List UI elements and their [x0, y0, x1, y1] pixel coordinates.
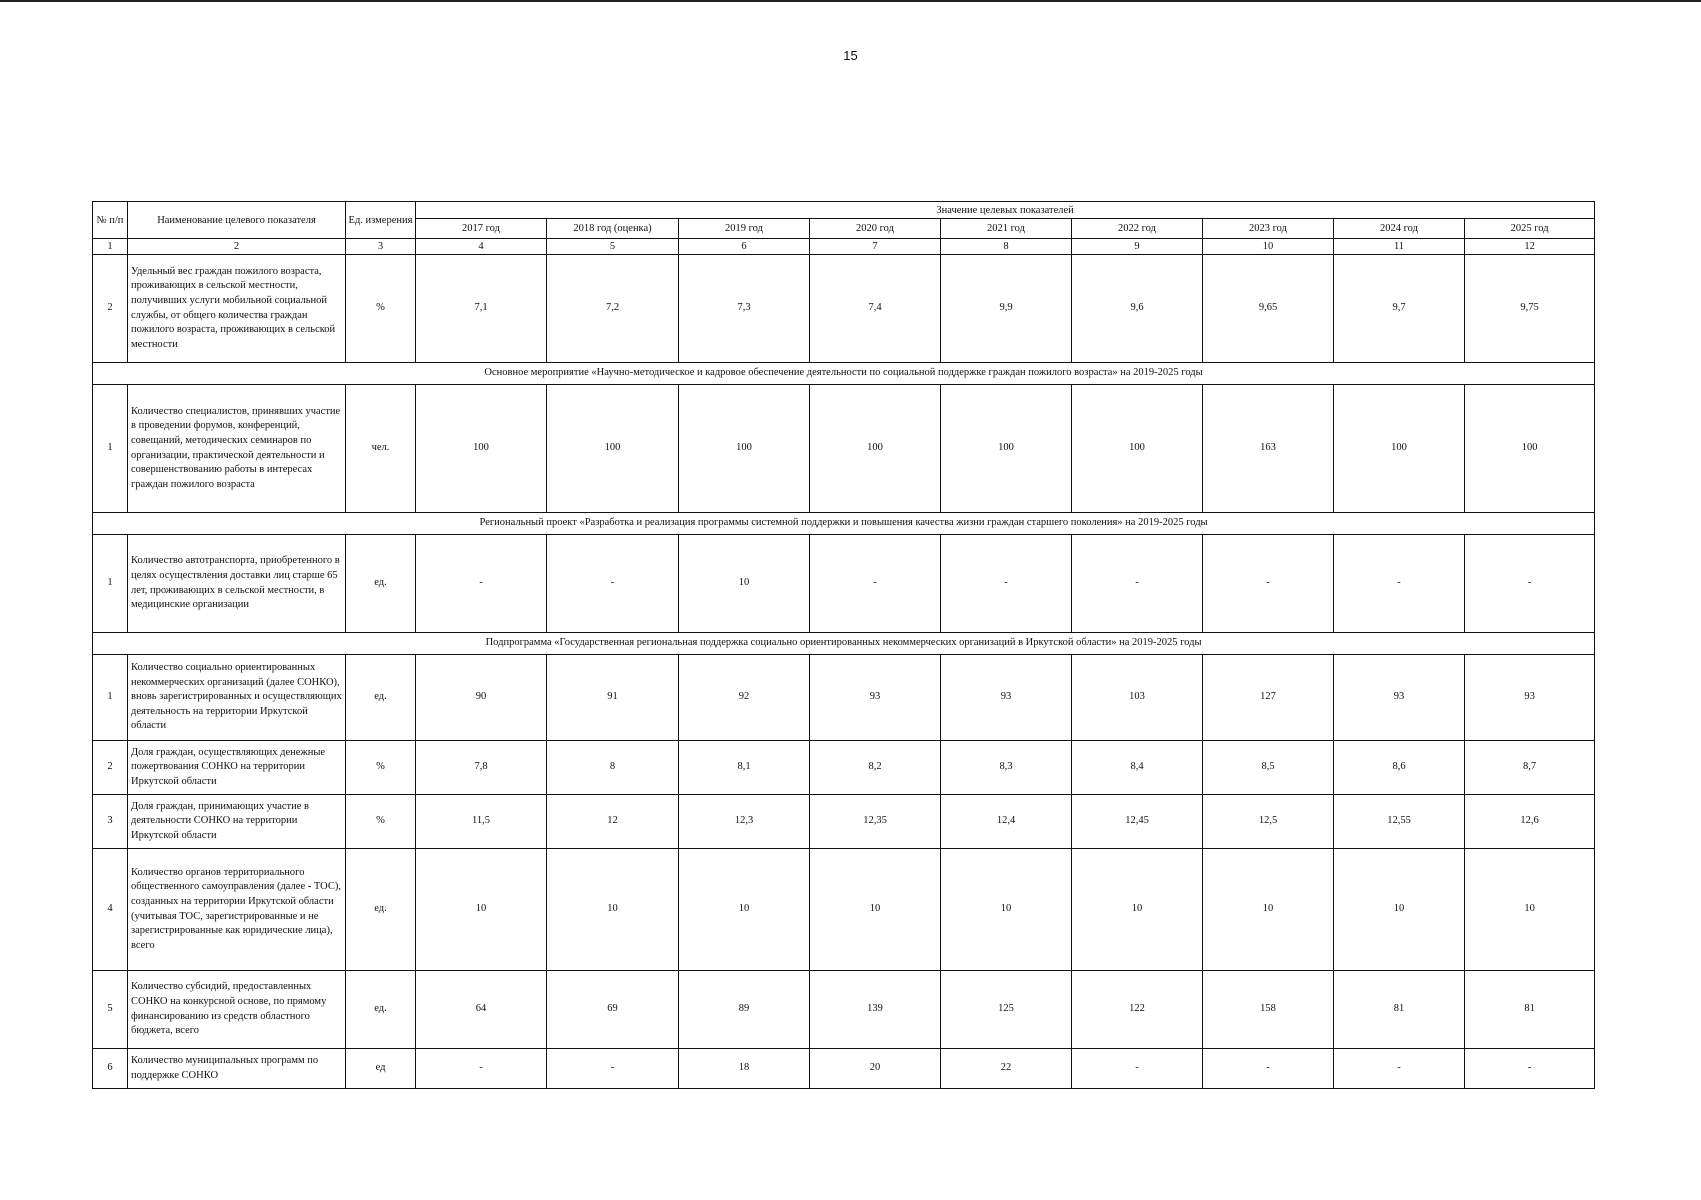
value-cell: 100 — [810, 385, 941, 513]
value-cell: 10 — [679, 535, 810, 633]
value-cell: 10 — [1203, 849, 1334, 971]
value-cell: 9,75 — [1465, 255, 1595, 363]
value-cell: 81 — [1334, 971, 1465, 1049]
value-cell: - — [1072, 1049, 1203, 1089]
value-cell: - — [416, 535, 547, 633]
column-number: 2 — [128, 239, 346, 255]
indicator-unit: ед. — [346, 849, 416, 971]
value-cell: 100 — [547, 385, 679, 513]
value-cell: 9,7 — [1334, 255, 1465, 363]
value-cell: 93 — [1465, 655, 1595, 741]
value-cell: 100 — [1072, 385, 1203, 513]
value-cell: - — [1072, 535, 1203, 633]
indicator-name: Количество органов территориального общественного самоуправления (далее - ТОС), созданных на территории Иркутской области (учитывая ТОС, зарегистрированные и не зарегистрированные как юридические лица), всего — [128, 849, 346, 971]
indicator-name: Доля граждан, принимающих участие в деятельности СОНКО на территории Иркутской области — [128, 795, 346, 849]
column-number: 4 — [416, 239, 547, 255]
column-number: 7 — [810, 239, 941, 255]
value-cell: 92 — [679, 655, 810, 741]
value-cell: 22 — [941, 1049, 1072, 1089]
column-number: 12 — [1465, 239, 1595, 255]
row-number: 4 — [93, 849, 128, 971]
header-year: 2021 год — [941, 219, 1072, 239]
header-year: 2025 год — [1465, 219, 1595, 239]
indicator-name: Удельный вес граждан пожилого возраста, проживающих в сельской местности, получивших услуги мобильной социальной службы, от общего количества граждан пожилого возраста, проживающих в сельской местности — [128, 255, 346, 363]
value-cell: - — [1203, 1049, 1334, 1089]
value-cell: - — [1203, 535, 1334, 633]
value-cell: - — [416, 1049, 547, 1089]
indicator-unit: ед. — [346, 971, 416, 1049]
value-cell: 93 — [810, 655, 941, 741]
value-cell: 7,4 — [810, 255, 941, 363]
column-number: 10 — [1203, 239, 1334, 255]
value-cell: 12,5 — [1203, 795, 1334, 849]
header-year: 2020 год — [810, 219, 941, 239]
table-row — [93, 655, 1595, 741]
value-cell: 12,3 — [679, 795, 810, 849]
value-cell: 10 — [547, 849, 679, 971]
value-cell: 8,3 — [941, 741, 1072, 795]
row-number: 5 — [93, 971, 128, 1049]
value-cell: 10 — [810, 849, 941, 971]
value-cell: 163 — [1203, 385, 1334, 513]
section-row — [93, 363, 1595, 385]
value-cell: 100 — [416, 385, 547, 513]
row-number: 2 — [93, 741, 128, 795]
value-cell: 69 — [547, 971, 679, 1049]
table-row — [93, 385, 1595, 513]
value-cell: 11,5 — [416, 795, 547, 849]
value-cell: - — [810, 535, 941, 633]
value-cell: 12,4 — [941, 795, 1072, 849]
row-number: 1 — [93, 385, 128, 513]
value-cell: 8,6 — [1334, 741, 1465, 795]
header-unit: Ед. измерения — [346, 202, 416, 239]
value-cell: 127 — [1203, 655, 1334, 741]
section-title: Основное мероприятие «Научно-методическое и кадровое обеспечение деятельности по социальной поддержке граждан пожилого возраста» на 2019-2025 годы — [93, 363, 1595, 385]
value-cell: 139 — [810, 971, 941, 1049]
indicator-unit: % — [346, 741, 416, 795]
value-cell: 12,45 — [1072, 795, 1203, 849]
value-cell: 103 — [1072, 655, 1203, 741]
header-no: № п/п — [93, 202, 128, 239]
header-year: 2022 год — [1072, 219, 1203, 239]
value-cell: 100 — [1465, 385, 1595, 513]
indicator-unit: % — [346, 795, 416, 849]
indicators-table — [92, 201, 1595, 1089]
value-cell: 100 — [679, 385, 810, 513]
value-cell: - — [941, 535, 1072, 633]
value-cell: 9,65 — [1203, 255, 1334, 363]
header-name: Наименование целевого показателя — [128, 202, 346, 239]
indicator-name: Количество субсидий, предоставленных СОНКО на конкурсной основе, по прямому финансированию из средств областного бюджета, всего — [128, 971, 346, 1049]
value-cell: 7,1 — [416, 255, 547, 363]
value-cell: - — [1465, 535, 1595, 633]
column-number: 9 — [1072, 239, 1203, 255]
section-title: Подпрограмма «Государственная региональная поддержка социально ориентированных некоммерческих организаций в Иркутской области» на 2019-2025 годы — [93, 633, 1595, 655]
section-row — [93, 513, 1595, 535]
value-cell: 7,2 — [547, 255, 679, 363]
value-cell: - — [547, 1049, 679, 1089]
value-cell: 89 — [679, 971, 810, 1049]
value-cell: 12,55 — [1334, 795, 1465, 849]
page-number: 15 — [843, 48, 858, 63]
column-number: 8 — [941, 239, 1072, 255]
value-cell: 64 — [416, 971, 547, 1049]
value-cell: 20 — [810, 1049, 941, 1089]
value-cell: 8,7 — [1465, 741, 1595, 795]
column-number: 6 — [679, 239, 810, 255]
header-values: Значение целевых показателей — [416, 202, 1595, 219]
value-cell: 8,5 — [1203, 741, 1334, 795]
value-cell: 125 — [941, 971, 1072, 1049]
row-number: 2 — [93, 255, 128, 363]
value-cell: 8,2 — [810, 741, 941, 795]
indicator-name: Количество социально ориентированных некоммерческих организаций (далее СОНКО), вновь зарегистрированных и осуществляющих деятельность на территории Иркутской области — [128, 655, 346, 741]
value-cell: 122 — [1072, 971, 1203, 1049]
value-cell: 18 — [679, 1049, 810, 1089]
value-cell: 12 — [547, 795, 679, 849]
value-cell: - — [1334, 1049, 1465, 1089]
header-year: 2024 год — [1334, 219, 1465, 239]
value-cell: 7,8 — [416, 741, 547, 795]
value-cell: 93 — [1334, 655, 1465, 741]
value-cell: - — [1334, 535, 1465, 633]
table-row — [93, 795, 1595, 849]
value-cell: - — [1465, 1049, 1595, 1089]
value-cell: 10 — [941, 849, 1072, 971]
value-cell: 10 — [1072, 849, 1203, 971]
indicator-name: Количество специалистов, принявших участие в проведении форумов, конференций, совещаний, методических семинаров по организации, практической деятельности и совершенствованию работы в интересах граждан пожилого возраста — [128, 385, 346, 513]
section-title: Региональный проект «Разработка и реализация программы системной поддержки и повышения качества жизни граждан старшего поколения» на 2019-2025 годы — [93, 513, 1595, 535]
table-row — [93, 741, 1595, 795]
row-number: 1 — [93, 655, 128, 741]
indicator-name: Доля граждан, осуществляющих денежные пожертвования СОНКО на территории Иркутской области — [128, 741, 346, 795]
value-cell: 8 — [547, 741, 679, 795]
value-cell: 9,9 — [941, 255, 1072, 363]
value-cell: 81 — [1465, 971, 1595, 1049]
value-cell: 100 — [1334, 385, 1465, 513]
table-row — [93, 1049, 1595, 1089]
value-cell: 12,35 — [810, 795, 941, 849]
header-year: 2017 год — [416, 219, 547, 239]
value-cell: 91 — [547, 655, 679, 741]
table-row — [93, 255, 1595, 363]
row-number: 6 — [93, 1049, 128, 1089]
indicator-name: Количество автотранспорта, приобретенного в целях осуществления доставки лиц старше 65 лет, проживающих в сельской местности, в медицинские организации — [128, 535, 346, 633]
header-year: 2018 год (оценка) — [547, 219, 679, 239]
indicator-unit: ед — [346, 1049, 416, 1089]
table-row — [93, 849, 1595, 971]
header-year: 2023 год — [1203, 219, 1334, 239]
value-cell: 93 — [941, 655, 1072, 741]
row-number: 1 — [93, 535, 128, 633]
value-cell: 10 — [679, 849, 810, 971]
value-cell: 10 — [416, 849, 547, 971]
column-number: 5 — [547, 239, 679, 255]
value-cell: 8,1 — [679, 741, 810, 795]
value-cell: 90 — [416, 655, 547, 741]
value-cell: 9,6 — [1072, 255, 1203, 363]
column-number: 1 — [93, 239, 128, 255]
table-row — [93, 535, 1595, 633]
header-year: 2019 год — [679, 219, 810, 239]
value-cell: 100 — [941, 385, 1072, 513]
column-number: 3 — [346, 239, 416, 255]
indicator-unit: % — [346, 255, 416, 363]
value-cell: - — [547, 535, 679, 633]
value-cell: 7,3 — [679, 255, 810, 363]
indicator-unit: ед. — [346, 655, 416, 741]
indicator-unit: чел. — [346, 385, 416, 513]
value-cell: 10 — [1465, 849, 1595, 971]
section-row — [93, 633, 1595, 655]
row-number: 3 — [93, 795, 128, 849]
indicator-name: Количество муниципальных программ по поддержке СОНКО — [128, 1049, 346, 1089]
column-number: 11 — [1334, 239, 1465, 255]
column-number-row — [93, 239, 1595, 255]
top-border-line — [0, 0, 1701, 2]
value-cell: 158 — [1203, 971, 1334, 1049]
value-cell: 10 — [1334, 849, 1465, 971]
value-cell: 12,6 — [1465, 795, 1595, 849]
table-row — [93, 971, 1595, 1049]
indicator-unit: ед. — [346, 535, 416, 633]
value-cell: 8,4 — [1072, 741, 1203, 795]
